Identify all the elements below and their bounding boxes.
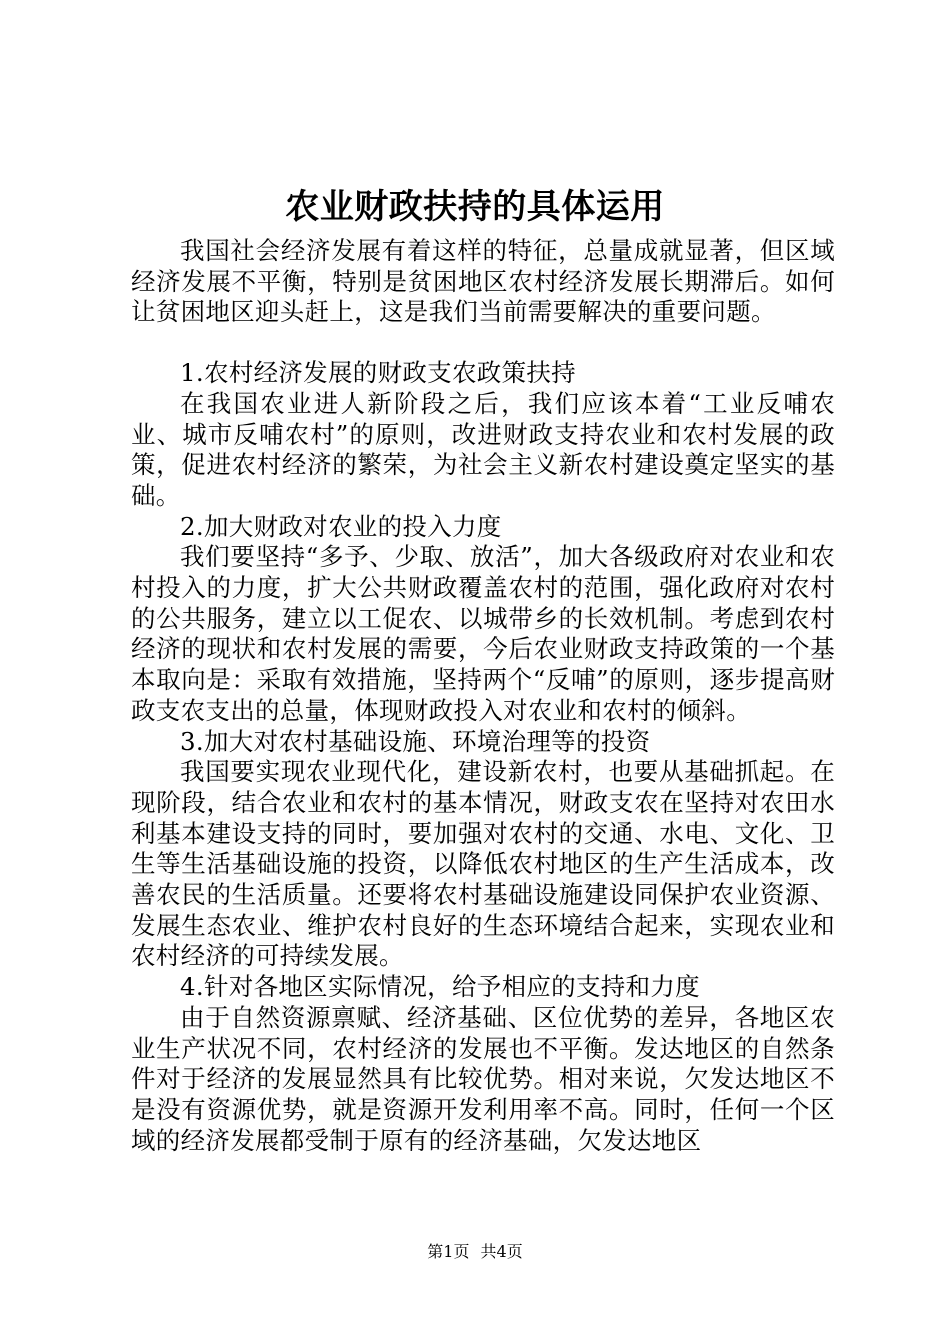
- section-body-2: 我们要坚持“多予、少取、放活”，加大各级政府对农业和农村投入的力度，扩大公共财政覆盖农村的范围，强化政府对农村的公共服务，建立以工促农、以城带乡的长效机制。考虑到农村经济的现状和农村发展的需要，今后农业财政支持政策的一个基本取向是：采取有效措施，坚持两个“反哺”的原则，逐步提高财政支农支出的总量，体现财政投入对农业和农村的倾斜。: [131, 542, 835, 725]
- section-heading-4: 4.针对各地区实际情况，给予相应的支持和力度: [180, 972, 700, 1002]
- section-body-4: 由于自然资源禀赋、经济基础、区位优势的差异，各地区农业生产状况不同，农村经济的发展也不平衡。发达地区的自然条件对于经济的发展显然具有比较优势。相对来说，欠发达地区不是没有资源优势，就是资源开发利用率不高。同时，任何一个区域的经济发展都受制于原有的经济基础，欠发达地区: [131, 1002, 835, 1155]
- document-body: [131, 236, 835, 1156]
- section-heading-3: 3.加大对农村基础设施、环境治理等的投资: [180, 726, 651, 756]
- section-body-1: 在我国农业进人新阶段之后，我们应该本着“工业反哺农业、城市反哺农村”的原则，改进财政支持农业和农村发展的政策，促进农村经济的繁荣，为社会主义新农村建设奠定坚实的基础。: [131, 388, 835, 510]
- section-body-3: 我国要实现农业现代化，建设新农村，也要从基础抓起。在现阶段，结合农业和农村的基本情况，财政支农在坚持对农田水利基本建设支持的同时，要加强对农村的交通、水电、文化、卫生等生活基础设施的投资，以降低农村地区的生产生活成本，改善农民的生活质量。还要将农村基础设施建设同保护农业资源、发展生态农业、维护农村良好的生态环境结合起来，实现农业和农村经济的可持续发展。: [131, 757, 835, 971]
- section-heading-2: 2.加大财政对农业的投入力度: [180, 511, 502, 541]
- page-footer: [0, 1240, 950, 1264]
- page-number: 第1页: [427, 1242, 470, 1261]
- page-total: 共4页: [480, 1242, 523, 1261]
- document-title: 农业财政扶持的具体运用: [285, 187, 665, 227]
- section-heading-1: 1.农村经济发展的财政支农政策扶持: [180, 358, 576, 388]
- intro-paragraph: 我国社会经济发展有着这样的特征，总量成就显著，但区域经济发展不平衡，特别是贫困地区农村经济发展长期滞后。如何让贫困地区迎头赶上，这是我们当前需要解决的重要问题。: [131, 236, 835, 327]
